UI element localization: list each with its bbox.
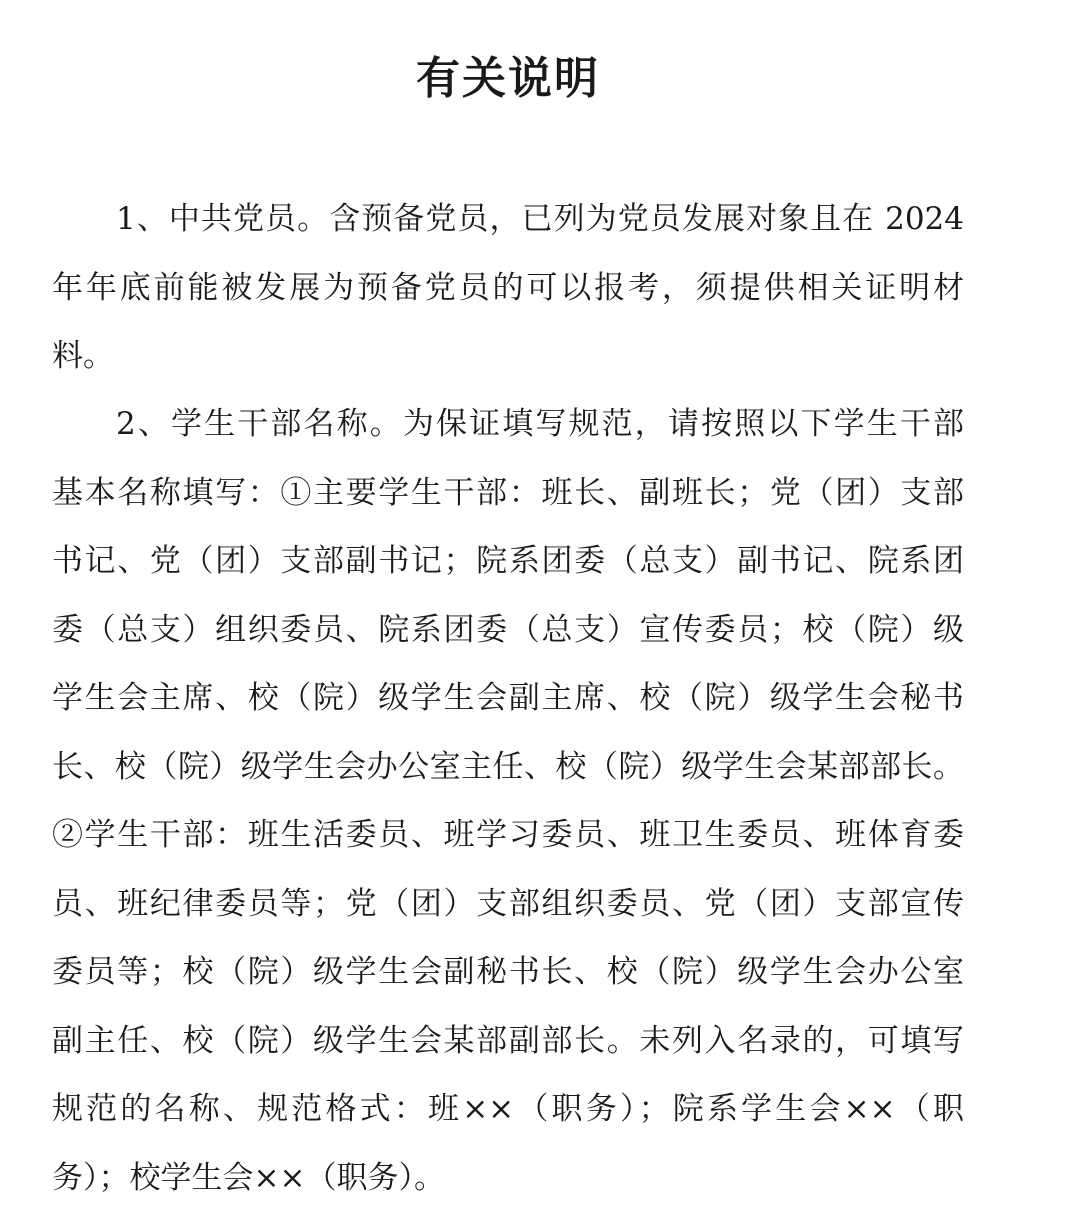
paragraph-line: 基本名称填写：①主要学生干部：班长、副班长；党（团）支部 bbox=[52, 474, 964, 511]
paragraph-line: ②学生干部：班生活委员、班学习委员、班卫生委员、班体育委 bbox=[52, 817, 964, 853]
paragraph-party-member bbox=[52, 185, 964, 391]
paragraph-line: 年年底前能被发展为预备党员的可以报考，须提供相关证明材 bbox=[52, 269, 964, 306]
paragraph-line: 规范的名称、规范格式：班××（职务）；院系学生会××（职 bbox=[52, 1091, 964, 1127]
paragraph-line: 员、班纪律委员等；党（团）支部组织委员、党（团）支部宣传 bbox=[52, 885, 964, 922]
paragraph-line: 长、校（院）级学生会办公室主任、校（院）级学生会某部部长。 bbox=[52, 748, 964, 785]
paragraph-line: 学生会主席、校（院）级学生会副主席、校（院）级学生会秘书 bbox=[52, 680, 964, 716]
paragraph-line: 2、学生干部名称。为保证填写规范，请按照以下学生干部 bbox=[116, 406, 964, 442]
paragraph-line: 料。 bbox=[52, 338, 114, 374]
paragraph-line: 务）；校学生会××（职务）。 bbox=[52, 1159, 445, 1196]
paragraph-line: 委（总支）组织委员、院系团委（总支）宣传委员；校（院）级 bbox=[52, 611, 964, 648]
paragraph-line: 副主任、校（院）级学生会某部副部长。未列入名录的，可填写 bbox=[52, 1022, 964, 1059]
paragraph-line: 1、中共党员。含预备党员，已列为党员发展对象且在 2024 bbox=[116, 201, 964, 237]
paragraph-student-cadre bbox=[52, 390, 964, 1212]
paragraph-line: 书记、党（团）支部副书记；院系团委（总支）副书记、院系团 bbox=[52, 543, 964, 579]
paragraph-line: 委员等；校（院）级学生会副秘书长、校（院）级学生会办公室 bbox=[52, 954, 964, 990]
document-title: 有关说明 bbox=[416, 53, 600, 104]
